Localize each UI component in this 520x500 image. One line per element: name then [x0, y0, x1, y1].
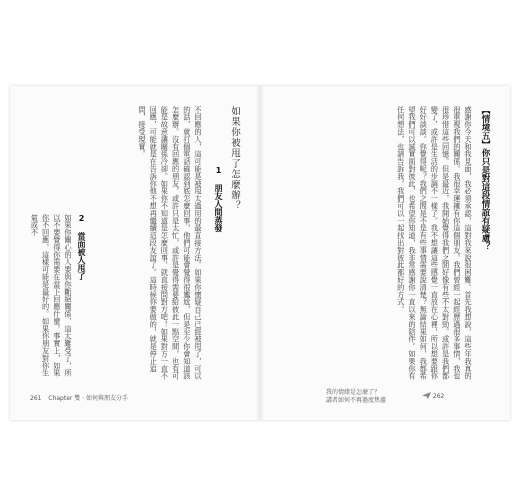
- left-page-number: 261: [30, 395, 42, 402]
- section2-title: 2 當面被人甩了: [77, 214, 86, 280]
- right-footer-pagenum-wrap: [418, 392, 444, 401]
- section2-body: [24, 214, 74, 381]
- section1-body-text: 不回應的人，這可能是被甩太過用的最直接方法。如果你懷疑自己已經被甩了，可以的話，就打個電話確認到底怎麼回事，他們可能會覺得很尷尬，但是至少你會知道該怎麼辦。沒有回應的朋友，或許只是太忙，或許是覺得需要給彼此一點空間，也有可能是故意讓關係冷卻。如果你不知道是怎麼回事，就直接問對方吧！如果對方一直不回應，可能就是在告訴你他不想再繼續這段友誼了。這時候你要做的，就是停止追問，接受現實。: [137, 106, 203, 380]
- right-footer: [326, 389, 386, 405]
- left-page: [10, 86, 260, 420]
- paper-plane-icon: [422, 392, 431, 401]
- question-title: 如果你被甩了怎麼辦？: [229, 106, 240, 211]
- scenario-body-text: 感謝你今天和我見面，我必須承認，這對我來說很困難。首先我想說，這些年我真的很重視我們的關係。我很幸運擁有你這個朋友。我們曾經一起經歷過很多事情，我也很珍惜這些回憶。但是最近，我開始覺得我們之間好像有些不太對勁。或許是我們都變了，或許是生活的步調不一樣了。我不想讓這些感覺一直放在心裡，所以想要跟你好好談談。你覺得呢？我們之間是不是有些事情需要說清楚？無論結果如何，我都希望我們可以誠實面對彼此，也希望你知道，我非常感謝你一直以來的陪伴。如果你有任何想法，也請告訴我，我們可以一起找出對彼此都好的方式。: [396, 106, 473, 380]
- scenario-title: 【情境五】你只是對這段情誼有疑慮？: [480, 106, 490, 251]
- scenario-body: [306, 106, 474, 381]
- left-footer: [30, 393, 128, 402]
- section1-title: 1 朋友人間蒸發: [214, 166, 223, 232]
- right-page-number: 262: [432, 393, 445, 400]
- right-footer-line1: 我的情緒是怎麼了？: [326, 389, 381, 396]
- right-footer-line2: 講者如何不再過度焦慮: [326, 397, 387, 404]
- section2-body-text: 如果你關心的人要與你斷絕關係，這太難受了，所以不要覺得你需要在當下回應什麼。事實上，如果你不回應，這樣可能是最好的。如果你朋友對你生氣或不: [30, 214, 73, 377]
- left-footer-title: 如何與朋友分手: [86, 395, 129, 402]
- book-spread: [10, 86, 510, 420]
- section1-body: [94, 106, 204, 381]
- right-page: [260, 86, 510, 420]
- left-footer-chapter: Chapter 雙 ·: [48, 395, 85, 402]
